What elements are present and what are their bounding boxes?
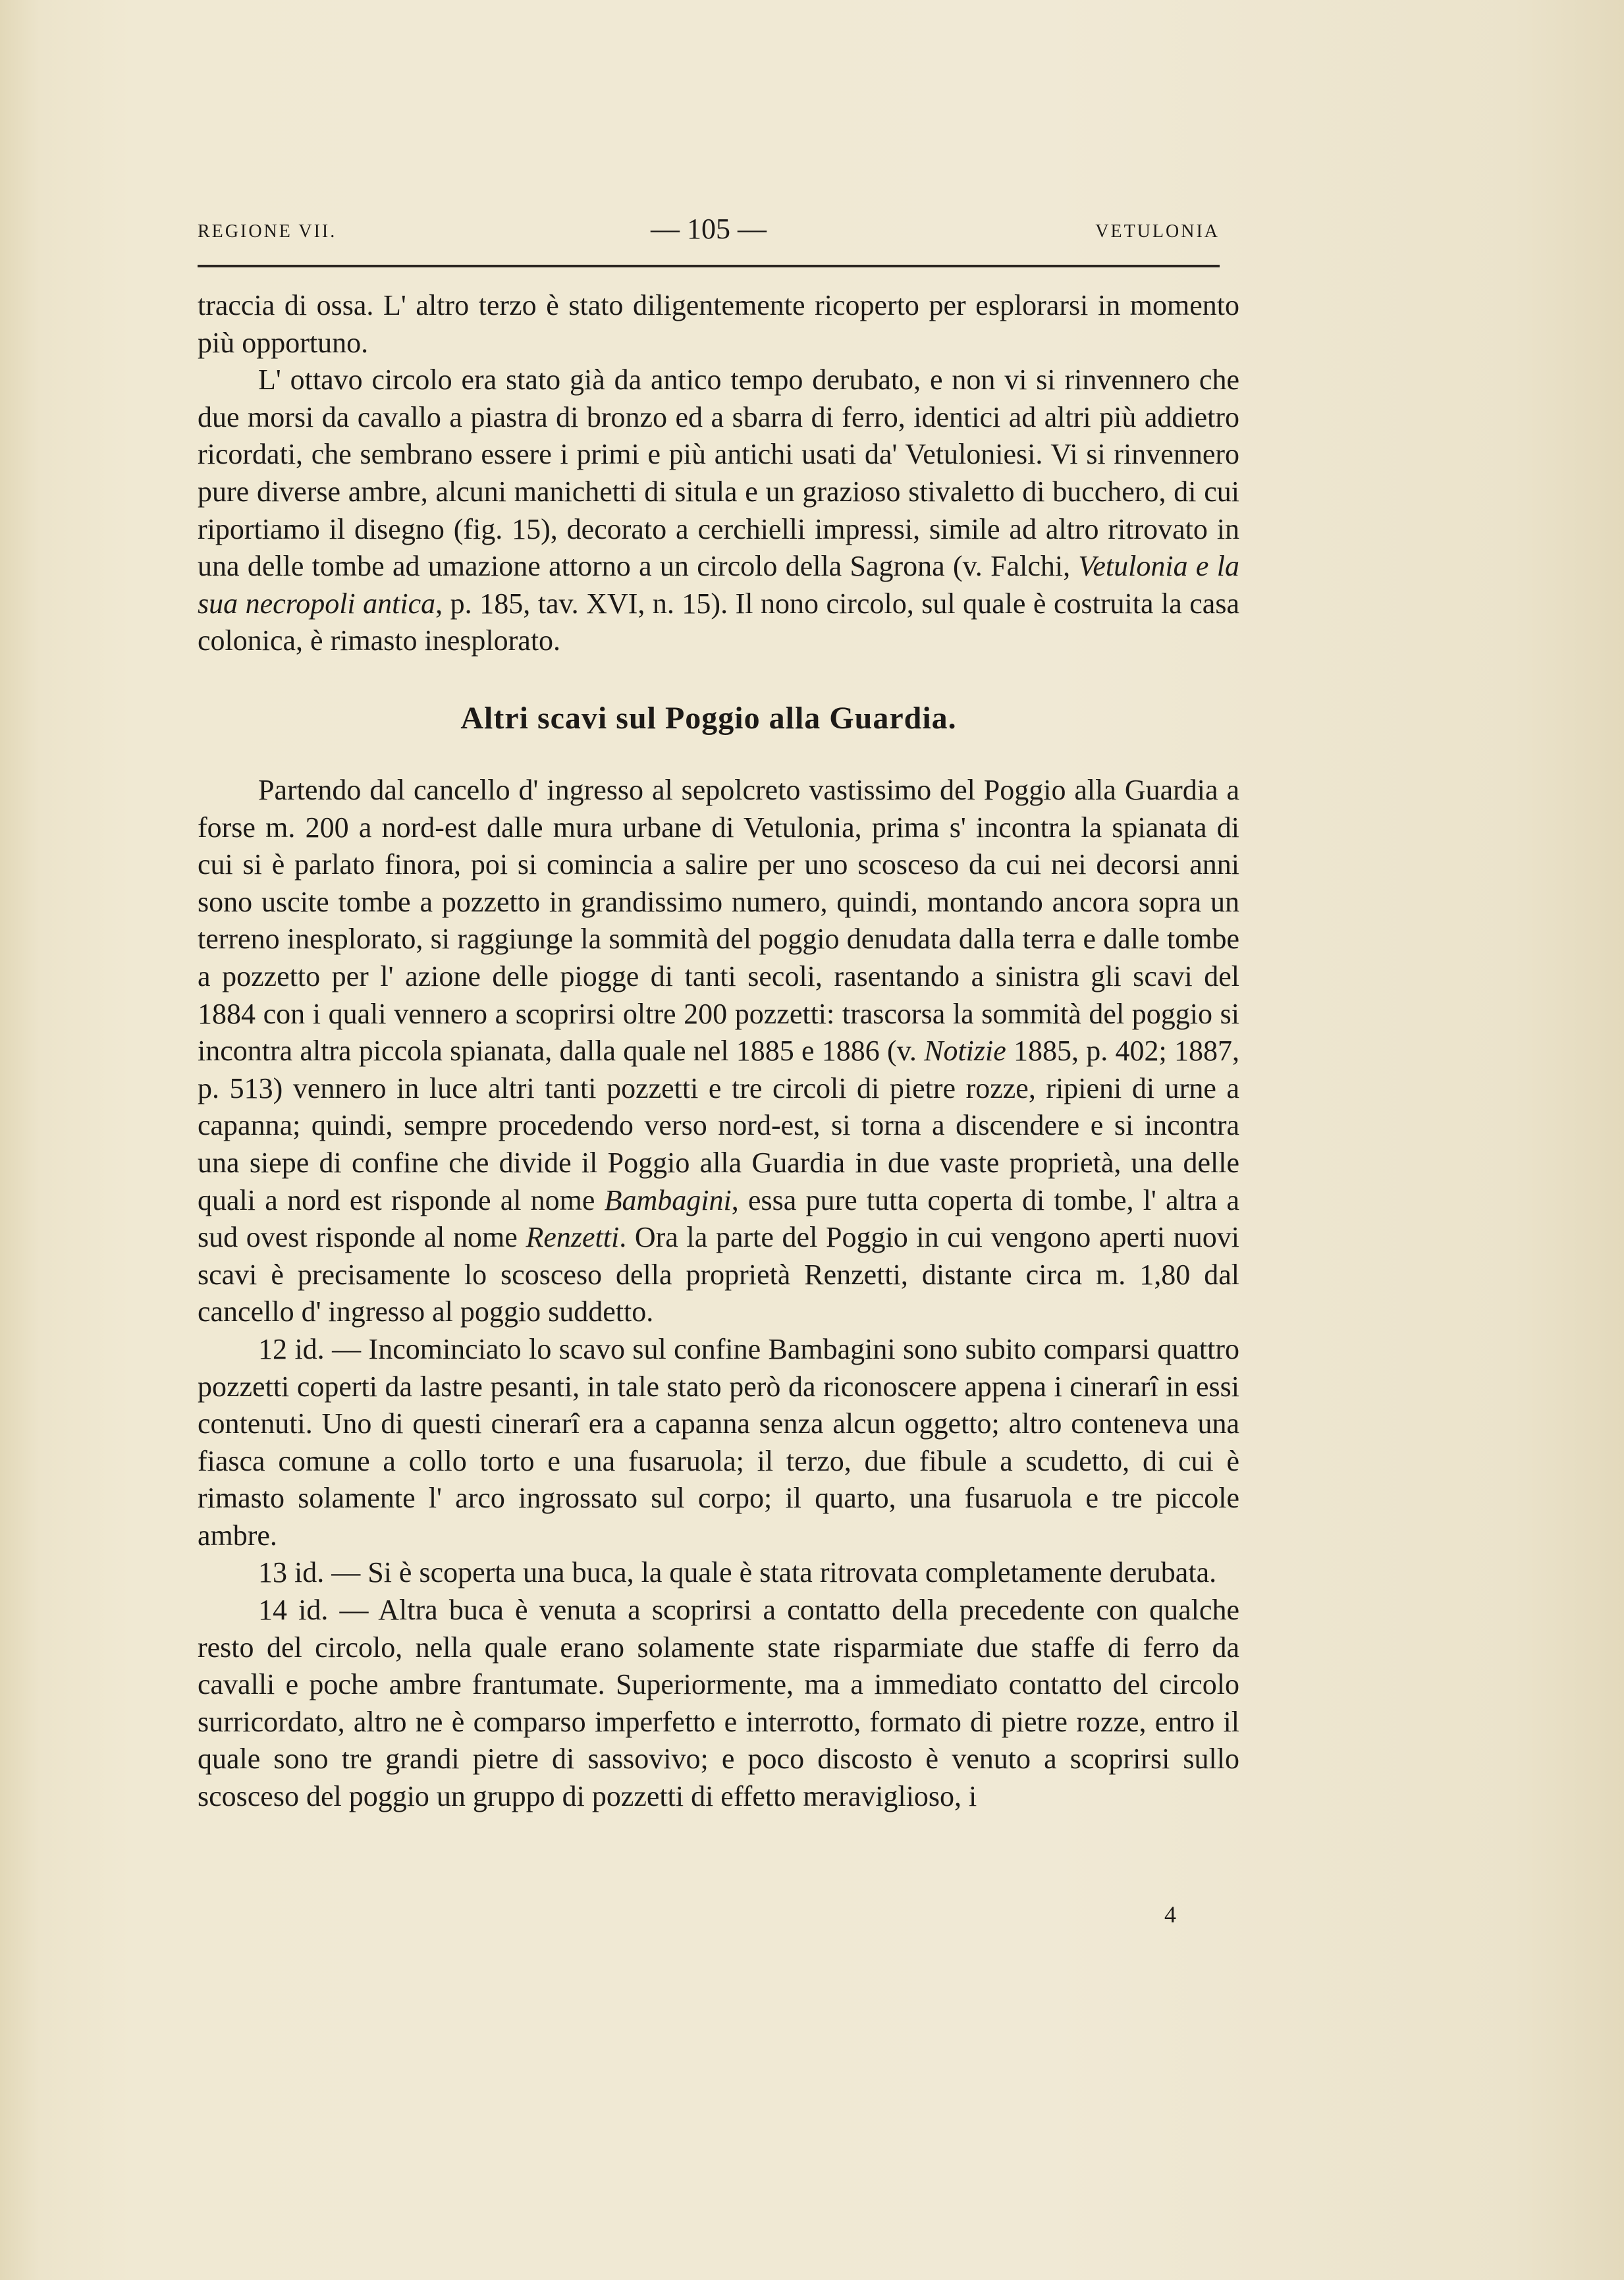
paragraph-continuation: traccia di ossa. L' altro terzo è stato diligentemente ricoperto per esplorarsi in momento più opportuno. [198,289,1239,359]
section-heading: Altri scavi sul Poggio alla Guardia. [460,701,957,736]
paragraph-14-id: 14 id. — Altra buca è venuta a scoprirsi a contatto della precedente con qualche resto del circolo, nella quale erano solamente state risparmiate due staffe di ferro da cavalli e poche ambre frantumate. Superiormente, ma a immediato contatto del circolo surricordato, altro ne è comparso imperfetto e interrotto, formato di pietre rozze, entro il quale sono tre grandi pietre di sassovivo; e poco discosto è venuto a scoprirsi sullo scosceso del poggio un gruppo di pozzetti di effetto meraviglioso, i [198,1594,1239,1813]
paragraph-text: L' ottavo circolo era stato già da antico tempo derubato, e non vi si rinvennero che due morsi da cavallo a piastra di bronzo ed a sbarra di ferro, identici ad altri più addietro ricordati, che sembrano essere i primi e più antichi usati da' Vetuloniesi. Vi si rinvennero pure diverse ambre, alcuni manichetti di situla e un grazioso stivaletto di bucchero, di cui riportiamo il disegno (fig. 15), decorato a cerchielli impressi, simile ad altro ritrovato in una delle tombe ad umazione attorno a un circolo della Sagrona (v. Falchi, [198,364,1239,583]
italic-title: Notizie [924,1035,1006,1068]
page-number: — 105 — [651,213,767,245]
running-head [198,209,1220,249]
italic-title: Vetulonia e la sua necropoli antica [198,550,1239,620]
paragraph-text: . Ora la parte del Poggio in cui vengono aperti nuovi scavi è precisamente lo scosceso della proprietà Renzetti, distante circa m. 1,80 dal cancello d' ingresso al poggio suddetto. [198,1221,1239,1328]
running-head-region: REGIONE VII. [198,221,337,242]
italic-name: Bambagini [604,1183,732,1216]
paragraph-poggio [198,772,1239,1331]
header-rule [198,265,1220,267]
paragraph-12-id: 12 id. — Incominciato lo scavo sul confine Bambagini sono subito comparsi quattro pozzetti coperti da lastre pesanti, in tale stato però da riconoscere appena i cinerarî in essi contenuti. Uno di questi cinerarî era a capanna senza alcun oggetto; altro conteneva una fiasca comune a collo torto e una fusaruola; il terzo, due fibule a scudetto, di cui è rimasto solamente l' arco ingrossato sul corpo; il quarto, una fusaruola e tre piccole ambre. [198,1332,1239,1552]
section-text [198,772,1239,1816]
running-head-title: VETULONIA [1095,221,1220,242]
intro-text [198,287,1239,660]
paragraph-text: Partendo dal cancello d' ingresso al sepolcreto vastissimo del Poggio alla Guardia a forse m. 200 a nord-est dalle mura urbane di Vetulonia, prima s' incontra la spianata di cui si è parlato finora, poi si comincia a salire per uno scosceso da cui nei decorsi anni sono uscite tombe a pozzetto in grandissimo numero, quindi, montando ancora sopra un terreno inesplorato, si raggiunge la sommità del poggio denudata dalla terra e dalle tombe a pozzetto per l' azione delle piogge di tanti secoli, rasentando a sinistra gli scavi del 1884 con i quali vennero a scoprirsi oltre 200 pozzetti: trascorsa la sommità del poggio si incontra altra piccola spianata, dalla quale nel 1885 e 1886 (v. [198,774,1239,1068]
paragraph-13-id: 13 id. — Si è scoperta una buca, la quale è stata ritrovata completamente derubata. [258,1556,1217,1589]
paragraph-text: , p. 185, tav. XVI, n. 15). Il nono circolo, sul quale è costruita la casa colonica, è rimasto inesplorato. [198,587,1239,657]
paragraph-ottavo-circolo [198,362,1239,660]
italic-name: Renzetti [526,1221,620,1254]
signature-mark: 4 [1164,1901,1176,1928]
paragraph-text: 1885, p. 402; 1887, p. 513) vennero in luce altri tanti pozzetti e tre circoli di pietre rozze, ripieni di urne a capanna; quindi, sempre procedendo verso nord-est, si torna a discendere e si incontra una siepe di confine che divide il Poggio alla Guardia in due vaste proprietà, una delle quali a nord est risponde al nome [198,1035,1239,1216]
paragraph-text: , essa pure tutta coperta di tombe, l' altra a sud ovest risponde al nome [198,1183,1239,1254]
